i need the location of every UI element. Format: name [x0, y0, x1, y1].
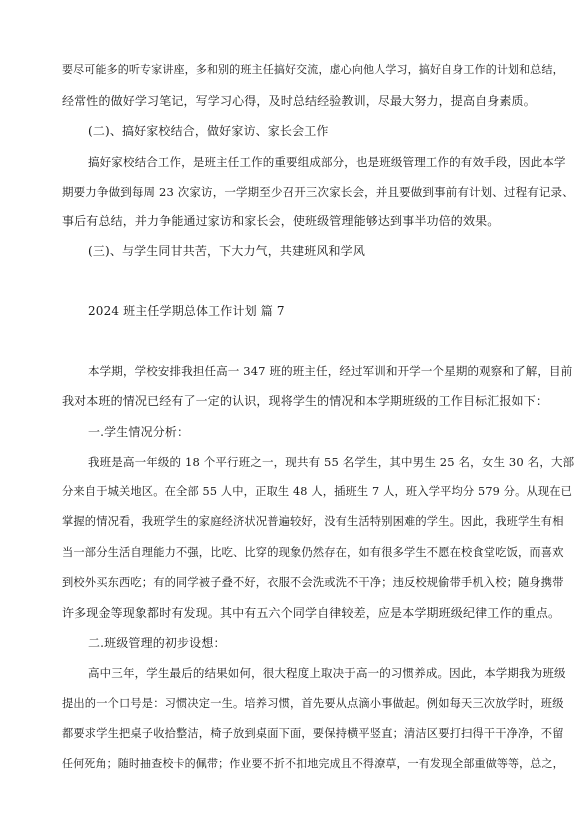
paragraph-line: 我班是高一年级的 18 个平行班之一，现共有 55 名学生，其中男生 25 名，女生 30 名，大部 [88, 455, 575, 469]
paragraph-line: 掌握的情况看，我班学生的家庭经济状况普遍较好，没有生活特别困难的学生。因此，我班学生有相 [62, 515, 564, 528]
article-title: 2024 班主任学期总体工作计划 篇 7 [88, 304, 285, 318]
paragraph-line: 高中三年，学生最后的结果如何，很大程度上取决于高一的习惯养成。因此，本学期我为班级 [88, 666, 566, 680]
paragraph-line: 任何死角；随时抽查校卡的佩带；作业要不折不扣地完成且不得潦草，一有发现全部重做等等，总之， [62, 757, 564, 770]
paragraph-line: 当一部分生活自理能力不强，比吃、比穿的现象仍然存在，如有很多学生不愿在校食堂吃饭，而喜欢 [62, 546, 564, 559]
paragraph-line: 分来自于城关地区。在全部 55 人中，正取生 48 人，插班生 7 人，班入学平均分 579 分。从现在已 [62, 485, 573, 498]
paragraph-line: 许多现金等现象都时有发现。其中有五六个同学自律较差，应是本学期班级纪律工作的重点。 [62, 606, 561, 620]
section-heading: 二.班级管理的初步设想： [88, 636, 226, 650]
paragraph-line: 都要求学生把桌子收拾整洁，椅子放到桌面下面，要保持横平竖直；清洁区要打扫得干干净净，不留 [62, 727, 564, 740]
paragraph-line: 本学期，学校安排我担任高一 347 班的班主任，经过军训和开学一个星期的观察和了解，目前 [88, 364, 573, 378]
paragraph-line: 提出的一个口号是：习惯决定一生。培养习惯，首先要从点滴小事做起。例如每天三次放学时，班级 [62, 697, 564, 710]
section-heading: 一.学生情况分析： [88, 425, 190, 439]
section-heading: (三)、与学生同甘共苦，下大力气，共建班风和学风 [88, 244, 365, 258]
section-heading: (二)、搞好家校结合，做好家访、家长会工作 [88, 124, 329, 138]
paragraph-line: 我对本班的情况已经有了一定的认识，现将学生的情况和本学期班级的工作目标汇报如下： [62, 394, 549, 408]
paragraph-line: 搞好家校结合工作，是班主任工作的重要组成部分，也是班级管理工作的有效手段，因此本学 [88, 155, 566, 169]
paragraph-line: 事后有总结，并力争能通过家访和家长会，使班级管理能够达到事半功倍的效果。 [62, 214, 500, 228]
paragraph-line: 到校外买东西吃；有的同学被子叠不好，衣服不会洗或洗不干净；违反校规偷带手机入校；随身携带 [62, 576, 564, 589]
paragraph-line: 要尽可能多的听专家讲座，多和别的班主任搞好交流，虚心向他人学习，搞好自身工作的计划和总结， [62, 63, 564, 76]
paragraph-line: 期要力争做到每周 23 次家访，一学期至少召开三次家长会，并且要做到事前有计划、过程有记录、 [62, 185, 574, 199]
paragraph-line: 经常性的做好学习笔记，写学习心得，及时总结经验教训，尽最大努力，提高自身素质。 [62, 94, 536, 108]
